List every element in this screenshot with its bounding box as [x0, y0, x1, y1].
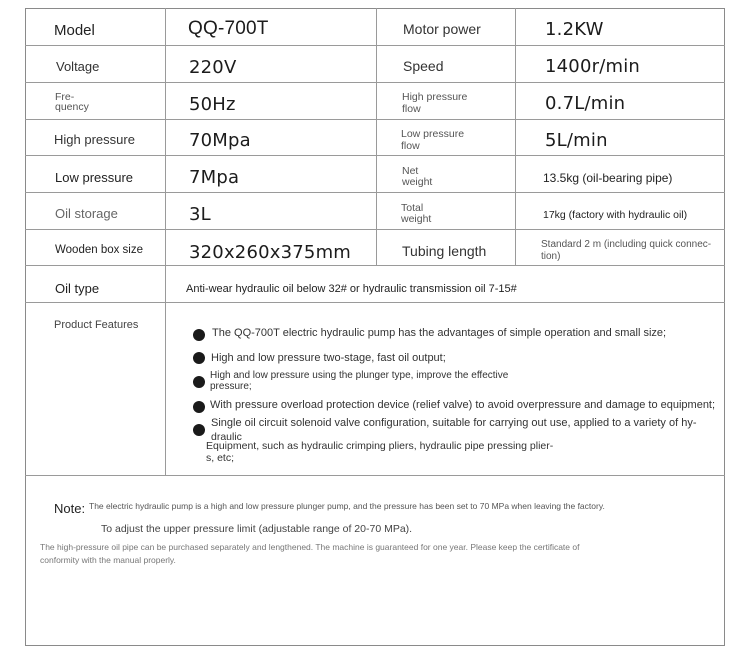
net-weight-value: 13.5kg (oil-bearing pipe) [543, 171, 673, 185]
oil-type-label: Oil type [55, 281, 100, 296]
frequency-value: 50Hz [189, 94, 236, 115]
speed-value: 1400r/min [545, 56, 641, 77]
product-features-label: Product Features [54, 319, 139, 331]
frequency-label-line1: Fre- [55, 91, 75, 103]
hp-flow-value: 0.7L/min [545, 93, 626, 114]
feature-item: High and low pressure two-stage, fast oil output; [211, 352, 446, 364]
tubing-length-value-line2: tion) [541, 251, 561, 262]
lp-flow-label-line2: flow [401, 140, 420, 152]
feature-item-continued: s, etc; [206, 452, 235, 464]
row-divider [25, 155, 725, 156]
row-divider [25, 229, 725, 230]
bullet-icon [193, 352, 205, 364]
row-divider [25, 475, 725, 476]
total-weight-label-line2: weight [401, 213, 432, 225]
net-weight-label-line2: weight [402, 176, 433, 188]
column-divider [165, 8, 166, 475]
column-divider [515, 8, 516, 265]
feature-item-continued: draulic [211, 431, 242, 443]
bullet-icon [193, 376, 205, 388]
row-divider [25, 119, 725, 120]
high-pressure-label: High pressure [54, 132, 135, 147]
low-pressure-value: 7Mpa [189, 167, 240, 188]
bullet-icon [193, 424, 205, 436]
voltage-label: Voltage [56, 59, 100, 74]
bullet-icon [193, 401, 205, 413]
feature-item: With pressure overload protection device (relief valve) to avoid overpressure and damage to equipment; [210, 399, 716, 411]
row-divider [25, 45, 725, 46]
box-size-label: Wooden box size [55, 244, 144, 256]
note-line: The electric hydraulic pump is a high and low pressure plunger pump, and the pressure has been set to 70 MPa when leaving the factory. [89, 501, 605, 511]
row-divider [25, 82, 725, 83]
feature-item-continued: pressure; [210, 381, 252, 392]
total-weight-label-line1: Total [401, 202, 424, 214]
oil-type-value: Anti-wear hydraulic oil below 32# or hydraulic transmission oil 7-15# [186, 283, 517, 295]
row-divider [25, 302, 725, 303]
hp-flow-label-line1: High pressure [402, 91, 468, 103]
note-line: conformity with the manual properly. [40, 555, 176, 565]
note-line: The high-pressure oil pipe can be purchased separately and lengthened. The machine is guaranteed for one year. Please keep the certificate of [40, 542, 580, 552]
model-label: Model [54, 22, 95, 39]
motor-power-value: 1.2KW [545, 19, 604, 40]
tubing-length-value-line1: Standard 2 m (including quick connec- [541, 239, 712, 250]
low-pressure-label: Low pressure [55, 170, 134, 185]
feature-item: Single oil circuit solenoid valve configuration, suitable for carrying out use, applied to a variety of hy- [211, 417, 697, 429]
oil-storage-value: 3L [189, 204, 211, 225]
note-line: To adjust the upper pressure limit (adjustable range of 20-70 MPa). [101, 523, 413, 535]
net-weight-label-line1: Net [402, 165, 419, 177]
tubing-length-label: Tubing length [402, 243, 487, 259]
box-size-value: 320x260x375mm [189, 242, 352, 263]
speed-label: Speed [403, 58, 444, 74]
feature-item: High and low pressure using the plunger type, improve the effective [210, 370, 509, 381]
voltage-value: 220V [189, 57, 237, 78]
high-pressure-value: 70Mpa [189, 130, 251, 151]
column-divider [376, 8, 377, 265]
hp-flow-label-line2: flow [402, 103, 421, 115]
frequency-label-line2: quency [55, 101, 89, 113]
note-label: Note: [54, 501, 86, 516]
total-weight-value: 17kg (factory with hydraulic oil) [543, 209, 688, 221]
lp-flow-label-line1: Low pressure [401, 128, 465, 140]
row-divider [25, 265, 725, 266]
motor-power-label: Motor power [403, 21, 481, 37]
bullet-icon [193, 329, 205, 341]
row-divider [25, 192, 725, 193]
lp-flow-value: 5L/min [545, 130, 608, 151]
model-value: QQ-700T [188, 18, 269, 39]
feature-item-continued: Equipment, such as hydraulic crimping pliers, hydraulic pipe pressing plier- [206, 440, 554, 452]
feature-item: The QQ-700T electric hydraulic pump has the advantages of simple operation and small size; [212, 327, 667, 339]
oil-storage-label: Oil storage [55, 206, 118, 221]
